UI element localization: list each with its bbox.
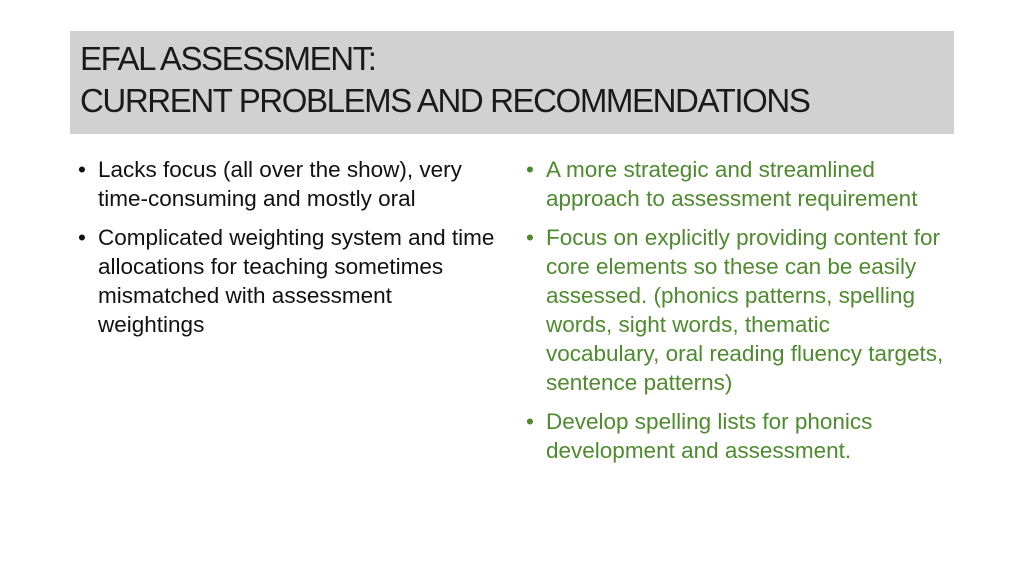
problem-item: [78, 155, 503, 213]
title-band: [70, 31, 954, 134]
slide-title-line-1: EFAL ASSESSMENT:: [80, 40, 376, 77]
problem-item: [78, 223, 503, 339]
bullet-icon: •: [526, 157, 534, 182]
recommendation-text: Develop spelling lists for phonics development and assessment.: [546, 409, 873, 463]
recommendation-item: [526, 407, 946, 465]
recommendation-text: Focus on explicitly providing content for core elements so these can be easily assessed. (phonics patterns, spelling words, sight words, thematic vocabulary, oral reading fluency targets, sentence patterns): [546, 225, 944, 395]
bullet-icon: •: [526, 225, 534, 250]
problem-text: Lacks focus (all over the show), very time-consuming and mostly oral: [98, 157, 462, 211]
recommendation-item: [526, 223, 946, 397]
bullet-icon: •: [78, 157, 86, 182]
bullet-icon: •: [78, 225, 86, 250]
recommendations-list: [526, 155, 946, 475]
problem-text: Complicated weighting system and time allocations for teaching sometimes mismatched with assessment weightings: [98, 225, 495, 337]
bullet-icon: •: [526, 409, 534, 434]
recommendation-text: A more strategic and streamlined approach to assessment requirement: [546, 157, 918, 211]
recommendation-item: [526, 155, 946, 213]
slide-title-line-2: CURRENT PROBLEMS AND RECOMMENDATIONS: [80, 82, 810, 119]
problems-list: [78, 155, 503, 349]
